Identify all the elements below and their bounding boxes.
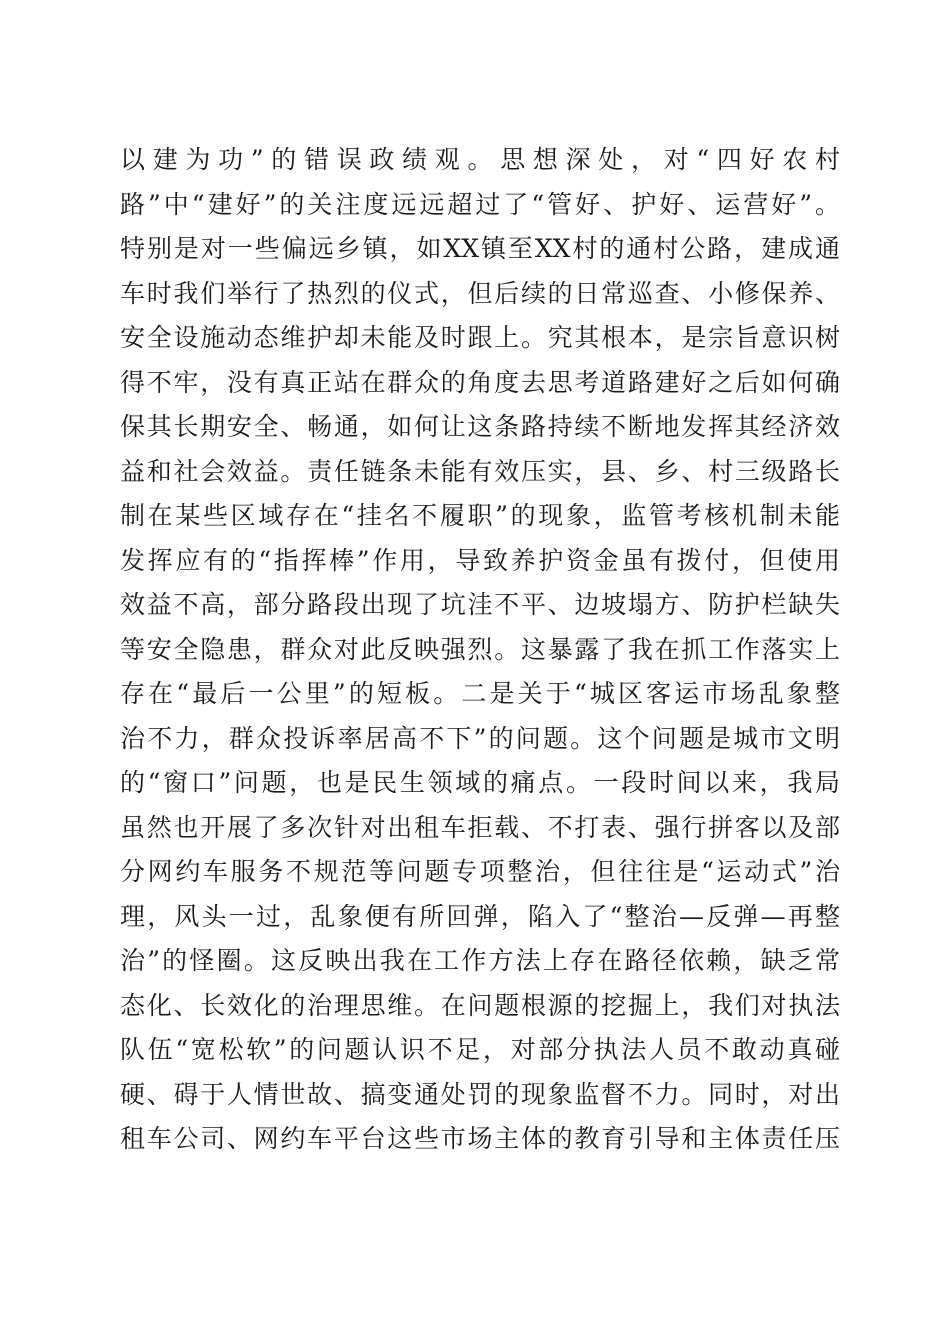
text-line: 理，风头一过，乱象便有所回弹，陷入了“整治—反弹—再整 xyxy=(120,901,840,931)
text-line: 效益不高，部分路段出现了坑洼不平、边坡塌方、防护栏缺失 xyxy=(120,590,840,619)
text-line: 益和社会效益。责任链条未能有效压实，县、乡、村三级路长 xyxy=(120,456,840,486)
text-line: 分网约车服务不规范等问题专项整治，但往往是“运动式”治 xyxy=(120,857,840,886)
text-line: 制在某些区域存在“挂名不履职”的现象，监管考核机制未能 xyxy=(120,501,840,530)
text-line: 虽然也开展了多次针对出租车拒载、不打表、强行拼客以及部 xyxy=(120,812,840,842)
text-line: 队伍“宽松软”的问题认识不足，对部分执法人员不敢动真碰 xyxy=(120,1035,840,1064)
text-line: 租车公司、网约车平台这些市场主体的教育引导和主体责任压 xyxy=(120,1124,840,1153)
text-line: 特别是对一些偏远乡镇，如XX镇至XX村的通村公路，建成通 xyxy=(120,234,840,263)
text-line: 的“窗口”问题，也是民生领域的痛点。一段时间以来，我局 xyxy=(120,768,840,797)
text-line: 态化、长效化的治理思维。在问题根源的挖掘上，我们对执法 xyxy=(120,990,840,1020)
text-line: 安全设施动态维护却未能及时跟上。究其根本，是宗旨意识树 xyxy=(120,323,840,352)
text-line: 保其长期安全、畅通，如何让这条路持续不断地发挥其经济效 xyxy=(120,412,840,441)
text-line: 路”中“建好”的关注度远远超过了“管好、护好、运营好”。 xyxy=(120,189,840,219)
text-line: 存在“最后一公里”的短板。二是关于“城区客运市场乱象整 xyxy=(120,679,840,708)
text-line: 治”的怪圈。这反映出我在工作方法上存在路径依赖，缺乏常 xyxy=(120,946,840,975)
text-line: 硬、碍于人情世故、搞变通处罚的现象监督不力。同时，对出 xyxy=(120,1079,840,1109)
body-text xyxy=(120,138,840,1162)
text-line: 以建为功”的错误政绩观。思想深处，对“四好农村 xyxy=(120,145,840,174)
text-line: 得不牢，没有真正站在群众的角度去思考道路建好之后如何确 xyxy=(120,367,840,397)
text-line: 发挥应有的“指挥棒”作用，导致养护资金虽有拨付，但使用 xyxy=(120,545,840,575)
text-line: 治不力，群众投诉率居高不下”的问题。这个问题是城市文明 xyxy=(120,723,840,753)
text-line: 等安全隐患，群众对此反映强烈。这暴露了我在抓工作落实上 xyxy=(120,634,840,664)
text-line: 车时我们举行了热烈的仪式，但后续的日常巡查、小修保养、 xyxy=(120,278,840,308)
